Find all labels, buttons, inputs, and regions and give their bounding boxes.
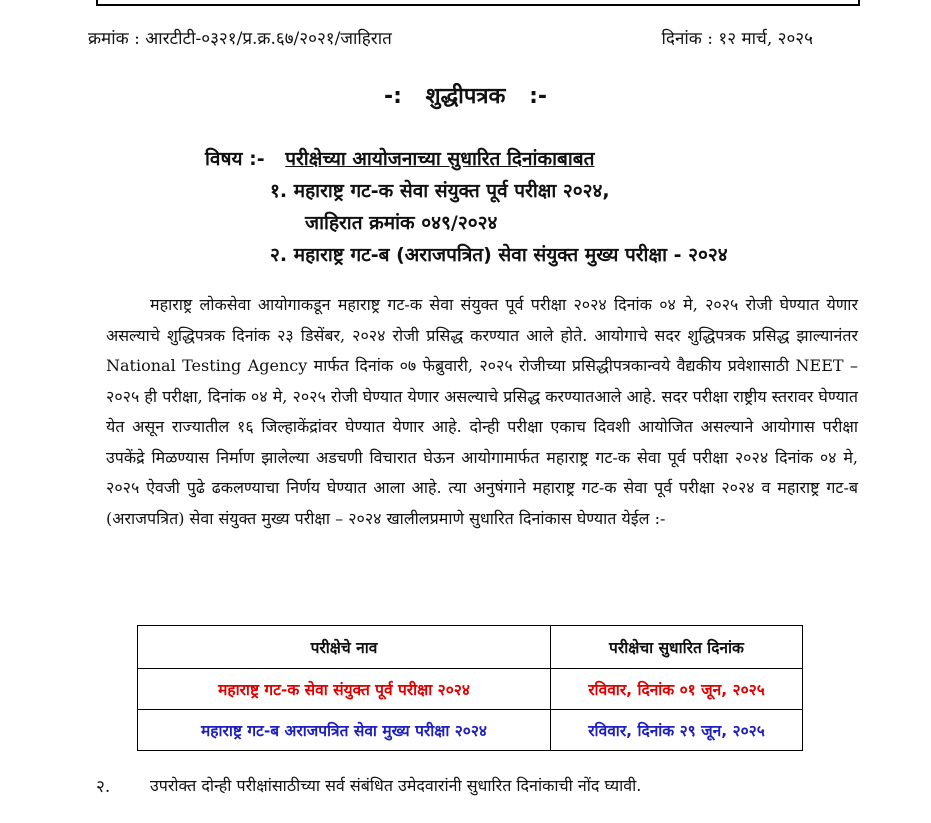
subject-line-2: जाहिरात क्रमांक ०४९/२०२४ (305, 212, 498, 234)
exam-date-cell: रविवार, दिनांक २९ जून, २०२५ (551, 710, 803, 751)
page-title (0, 80, 931, 110)
subject-heading (205, 145, 594, 171)
note-number: २. (96, 777, 111, 797)
body-paragraph: महाराष्ट्र लोकसेवा आयोगाकडून महाराष्ट्र गट-क सेवा संयुक्त पूर्व परीक्षा २०२४ दिनांक ०४ मे, २०२५ रोजी घेण्यात येणार असल्याचे शुद्धिपत्रक दिनांक २३ डिसेंबर, २०२४ रोजी प्रसिद्ध करण्यात आले होते. आयोगाचे सदर शुद्धिपत्रक प्रसिद्ध झाल्यानंतर National Testing Agency मार्फत दिनांक ०७ फेब्रुवारी, २०२५ रोजीच्या प्रसिद्धीपत्रकान्वये वैद्यकीय प्रवेशासाठी NEET – २०२५ ही परीक्षा, दिनांक ०४ मे, २०२५ रोजी घेण्यात येणार असल्याचे प्रसिद्ध करण्यातआले आहे. सदर परीक्षा राष्ट्रीय स्तरावर घेण्यात येत असून राज्यातील १६ जिल्हाकेंद्रांवर घेण्यात येणार आहे. दोन्ही परीक्षा एकाच दिवशी आयोजित असल्याने आयोगास परीक्षा उपकेंद्रे मिळण्यास निर्माण झालेल्या अडचणी विचारात घेऊन आयोगामार्फत महाराष्ट्र गट-क सेवा पूर्व परीक्षा २०२४ दिनांक ०४ मे, २०२५ ऐवजी पुढे ढकलण्याचा निर्णय घेण्यात आला आहे. त्या अनुषंगाने महाराष्ट्र गट-क सेवा पूर्व परीक्षा २०२४ व महाराष्ट्र गट-ब (अराजपत्रित) सेवा संयुक्त मुख्य परीक्षा – २०२४ खालीलप्रमाणे सुधारित दिनांकास घेण्यात येईल :- (106, 295, 858, 528)
note-text: उपरोक्त दोन्ही परीक्षांसाठीच्या सर्व संबंधित उमेदवारांनी सुधारित दिनांकाची नोंद घ्यावी. (150, 776, 642, 795)
exam-name-cell: महाराष्ट्र गट-ब अराजपत्रित सेवा मुख्य परीक्षा २०२४ (138, 710, 551, 751)
title-text: शुद्धीपत्रक (425, 84, 506, 109)
table-row (138, 669, 803, 710)
table-header-row (138, 626, 803, 669)
table-row (138, 710, 803, 751)
exam-name-cell: महाराष्ट्र गट-क सेवा संयुक्त पूर्व परीक्षा २०२४ (138, 669, 551, 710)
subject-label: विषय :- (205, 148, 265, 170)
title-right-marker: :- (529, 84, 547, 109)
document-date: दिनांक : १२ मार्च, २०२५ (661, 29, 813, 49)
header-revised-date: परीक्षेचा सुधारित दिनांक (551, 626, 803, 669)
subject-text: परीक्षेच्या आयोजनाच्या सुधारित दिनांकाबाबत (285, 148, 595, 170)
header-exam-name: परीक्षेचे नाव (138, 626, 551, 669)
page-frame-top (96, 0, 860, 6)
reference-number: क्रमांक : आरटीटी-०३२१/प्र.क्र.६७/२०२१/जाहिरात (88, 29, 392, 49)
subject-line-1: १. महाराष्ट्र गट-क सेवा संयुक्त पूर्व परीक्षा २०२४, (270, 180, 610, 202)
title-left-marker: -: (384, 84, 402, 109)
exam-date-cell: रविवार, दिनांक ०१ जून, २०२५ (551, 669, 803, 710)
subject-line-3: २. महाराष्ट्र गट-ब (अराजपत्रित) सेवा संयुक्त मुख्य परीक्षा - २०२४ (270, 244, 728, 266)
revised-dates-table (137, 625, 803, 751)
